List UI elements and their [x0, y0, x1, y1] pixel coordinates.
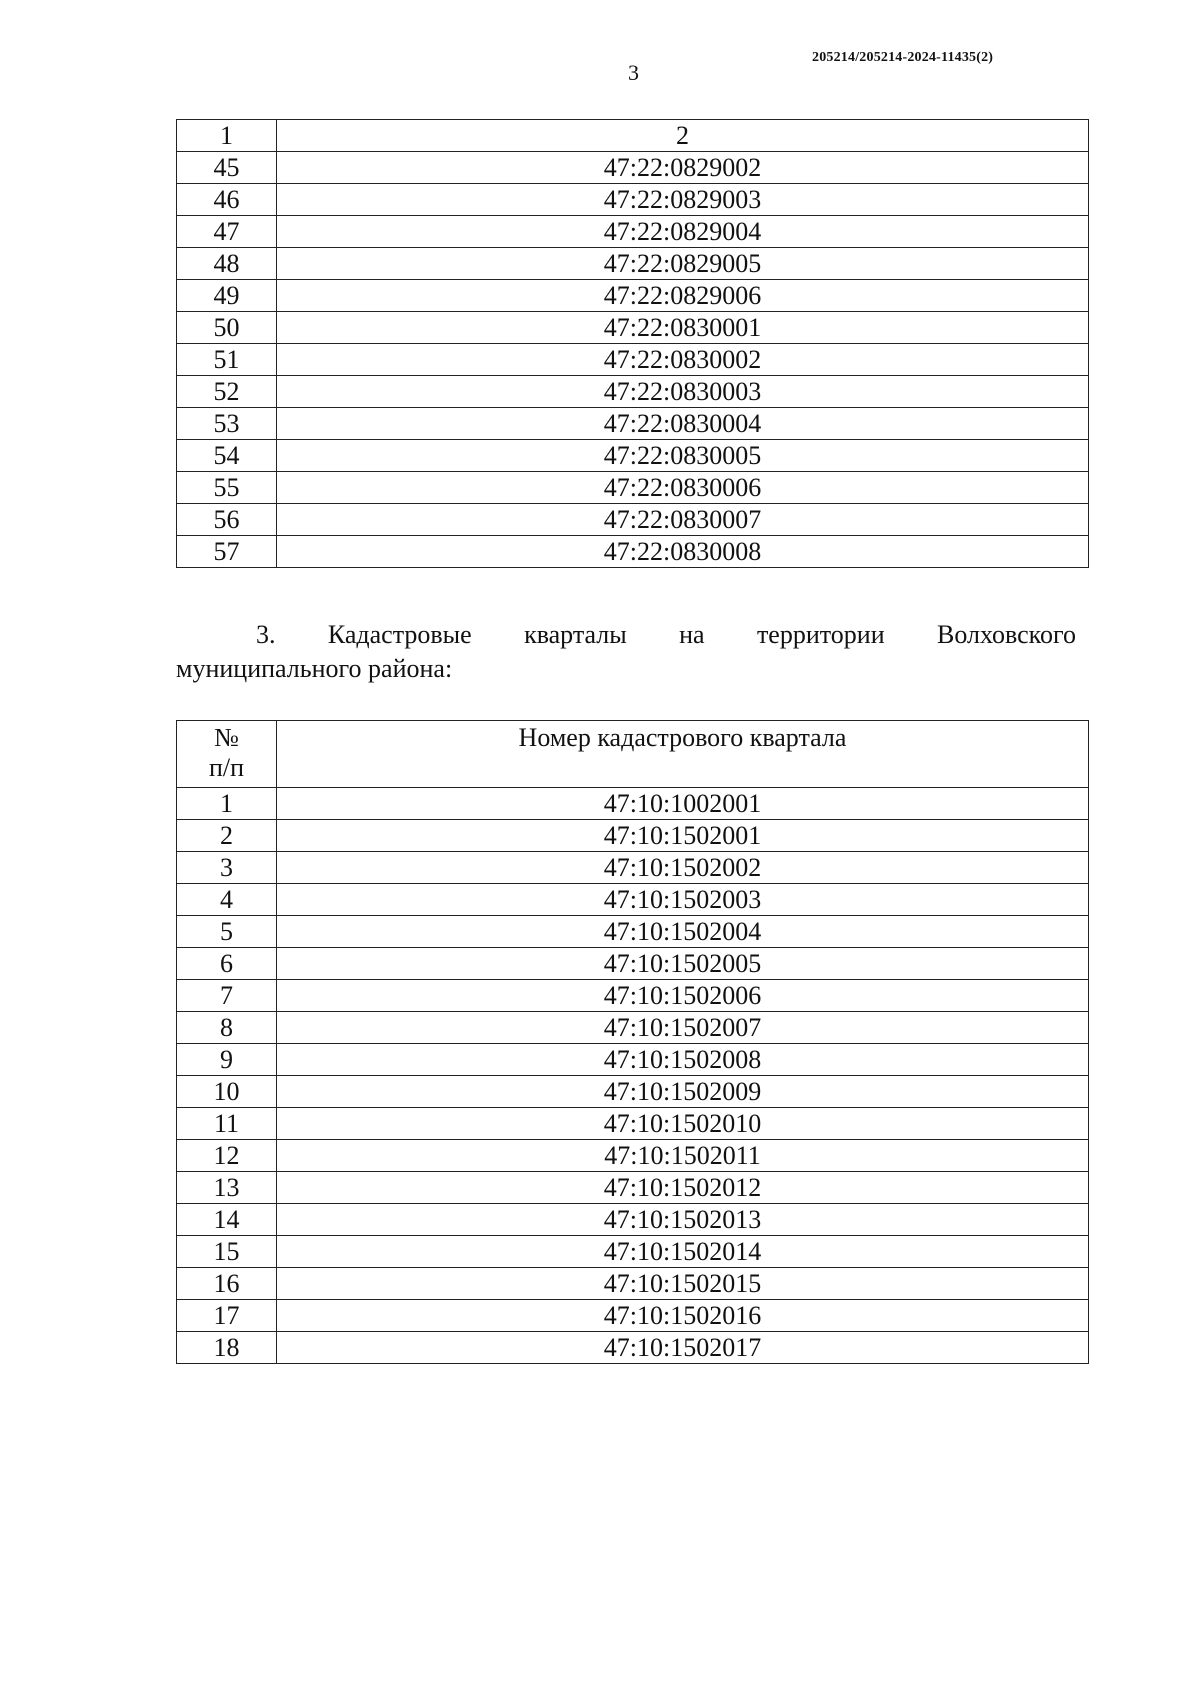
cadastral-number-cell: 47:22:0829003 — [277, 184, 1089, 216]
table-row — [177, 376, 1089, 408]
cadastral-number-cell: 47:10:1502013 — [277, 1204, 1089, 1236]
row-index-cell: 10 — [177, 1076, 277, 1108]
cadastral-table-continued — [176, 119, 1089, 568]
cadastral-number-cell: 47:22:0830003 — [277, 376, 1089, 408]
table-row — [177, 472, 1089, 504]
page-number: 3 — [628, 60, 639, 85]
section-word: Кадастровые — [327, 620, 472, 649]
row-index-cell: 46 — [177, 184, 277, 216]
cadastral-number-cell: 47:22:0829006 — [277, 280, 1089, 312]
row-index-cell: 1 — [177, 788, 277, 820]
row-index-cell: 2 — [177, 820, 277, 852]
table-row — [177, 440, 1089, 472]
cadastral-number-cell: 47:22:0830002 — [277, 344, 1089, 376]
cadastral-number-cell: 47:10:1502005 — [277, 948, 1089, 980]
cadastral-number-cell: 47:10:1502007 — [277, 1012, 1089, 1044]
cadastral-number-cell: 47:10:1502016 — [277, 1300, 1089, 1332]
table-row — [177, 1204, 1089, 1236]
row-index-cell: 17 — [177, 1300, 277, 1332]
cadastral-number-cell: 47:22:0830007 — [277, 504, 1089, 536]
cadastral-number-cell: 47:22:0830005 — [277, 440, 1089, 472]
cadastral-number-cell: 47:10:1502010 — [277, 1108, 1089, 1140]
table-row — [177, 948, 1089, 980]
cadastral-number-cell: 47:10:1502006 — [277, 980, 1089, 1012]
table-row — [177, 788, 1089, 820]
section-word: территории — [756, 620, 885, 649]
table-row — [177, 820, 1089, 852]
table-row — [177, 1236, 1089, 1268]
section-word: кварталы — [524, 620, 627, 649]
cadastral-number-cell: 47:10:1502011 — [277, 1140, 1089, 1172]
table-row — [177, 1172, 1089, 1204]
table-row — [177, 1140, 1089, 1172]
row-index-cell: 47 — [177, 216, 277, 248]
cadastral-number-cell: 47:22:0830006 — [277, 472, 1089, 504]
row-index-cell: 13 — [177, 1172, 277, 1204]
row-index-cell: 51 — [177, 344, 277, 376]
row-index-cell: 52 — [177, 376, 277, 408]
row-index-cell: 5 — [177, 916, 277, 948]
section-word: на — [679, 620, 705, 649]
section-heading — [176, 618, 1076, 686]
table-header-row — [177, 120, 1089, 152]
cadastral-number-cell: 47:22:0829002 — [277, 152, 1089, 184]
table-row — [177, 504, 1089, 536]
table-row — [177, 1012, 1089, 1044]
table-row — [177, 1300, 1089, 1332]
row-index-cell: 53 — [177, 408, 277, 440]
row-index-cell: 18 — [177, 1332, 277, 1364]
cadastral-number-cell: 47:10:1502004 — [277, 916, 1089, 948]
cadastral-table-volkhov — [176, 720, 1089, 1364]
row-index-cell: 4 — [177, 884, 277, 916]
row-index-cell: 50 — [177, 312, 277, 344]
cadastral-number-cell: 47:10:1502001 — [277, 820, 1089, 852]
table-row — [177, 852, 1089, 884]
table-row — [177, 248, 1089, 280]
row-index-cell: 56 — [177, 504, 277, 536]
table-row — [177, 1076, 1089, 1108]
table-header-row — [177, 721, 1089, 788]
row-index-cell: 54 — [177, 440, 277, 472]
cadastral-number-cell: 47:22:0830001 — [277, 312, 1089, 344]
row-index-cell: 9 — [177, 1044, 277, 1076]
table-row — [177, 536, 1089, 568]
cadastral-number-cell: 47:22:0829004 — [277, 216, 1089, 248]
row-index-cell: 45 — [177, 152, 277, 184]
cadastral-number-cell: 47:10:1502017 — [277, 1332, 1089, 1364]
document-id: 205214/205214-2024-11435(2) — [812, 50, 994, 65]
row-index-cell: 3 — [177, 852, 277, 884]
row-index-cell: 16 — [177, 1268, 277, 1300]
row-index-cell: 49 — [177, 280, 277, 312]
row-index-cell: 57 — [177, 536, 277, 568]
table-row — [177, 884, 1089, 916]
table-row — [177, 916, 1089, 948]
column-header-number: Номер кадастрового квартала — [277, 721, 1089, 788]
table-row — [177, 1332, 1089, 1364]
cadastral-number-cell: 47:10:1502003 — [277, 884, 1089, 916]
table-row — [177, 1268, 1089, 1300]
column-header-index: 1 — [177, 120, 277, 152]
cadastral-number-cell: 47:22:0830004 — [277, 408, 1089, 440]
section-number: 3. — [256, 620, 276, 649]
table-row — [177, 152, 1089, 184]
column-header-index-line2: п/п — [208, 753, 245, 782]
row-index-cell: 14 — [177, 1204, 277, 1236]
cadastral-number-cell: 47:10:1002001 — [277, 788, 1089, 820]
table-row — [177, 280, 1089, 312]
row-index-cell: 8 — [177, 1012, 277, 1044]
row-index-cell: 12 — [177, 1140, 277, 1172]
table-row — [177, 344, 1089, 376]
table-row — [177, 408, 1089, 440]
table-row — [177, 1044, 1089, 1076]
cadastral-number-cell: 47:10:1502009 — [277, 1076, 1089, 1108]
cadastral-number-cell: 47:10:1502002 — [277, 852, 1089, 884]
section-heading-line1 — [176, 618, 1076, 652]
table-row — [177, 216, 1089, 248]
row-index-cell: 11 — [177, 1108, 277, 1140]
table-row — [177, 980, 1089, 1012]
table-row — [177, 184, 1089, 216]
column-header-number: 2 — [277, 120, 1089, 152]
cadastral-number-cell: 47:10:1502012 — [277, 1172, 1089, 1204]
column-header-index-line1: № — [214, 723, 239, 752]
row-index-cell: 7 — [177, 980, 277, 1012]
row-index-cell: 15 — [177, 1236, 277, 1268]
section-heading-line2: муниципального района: — [176, 654, 453, 683]
row-index-cell: 6 — [177, 948, 277, 980]
section-word: Волховского — [936, 620, 1076, 649]
column-header-index — [177, 721, 277, 788]
table-row — [177, 312, 1089, 344]
table-row — [177, 1108, 1089, 1140]
cadastral-number-cell: 47:22:0829005 — [277, 248, 1089, 280]
row-index-cell: 55 — [177, 472, 277, 504]
row-index-cell: 48 — [177, 248, 277, 280]
cadastral-number-cell: 47:10:1502014 — [277, 1236, 1089, 1268]
cadastral-number-cell: 47:22:0830008 — [277, 536, 1089, 568]
cadastral-number-cell: 47:10:1502008 — [277, 1044, 1089, 1076]
cadastral-number-cell: 47:10:1502015 — [277, 1268, 1089, 1300]
